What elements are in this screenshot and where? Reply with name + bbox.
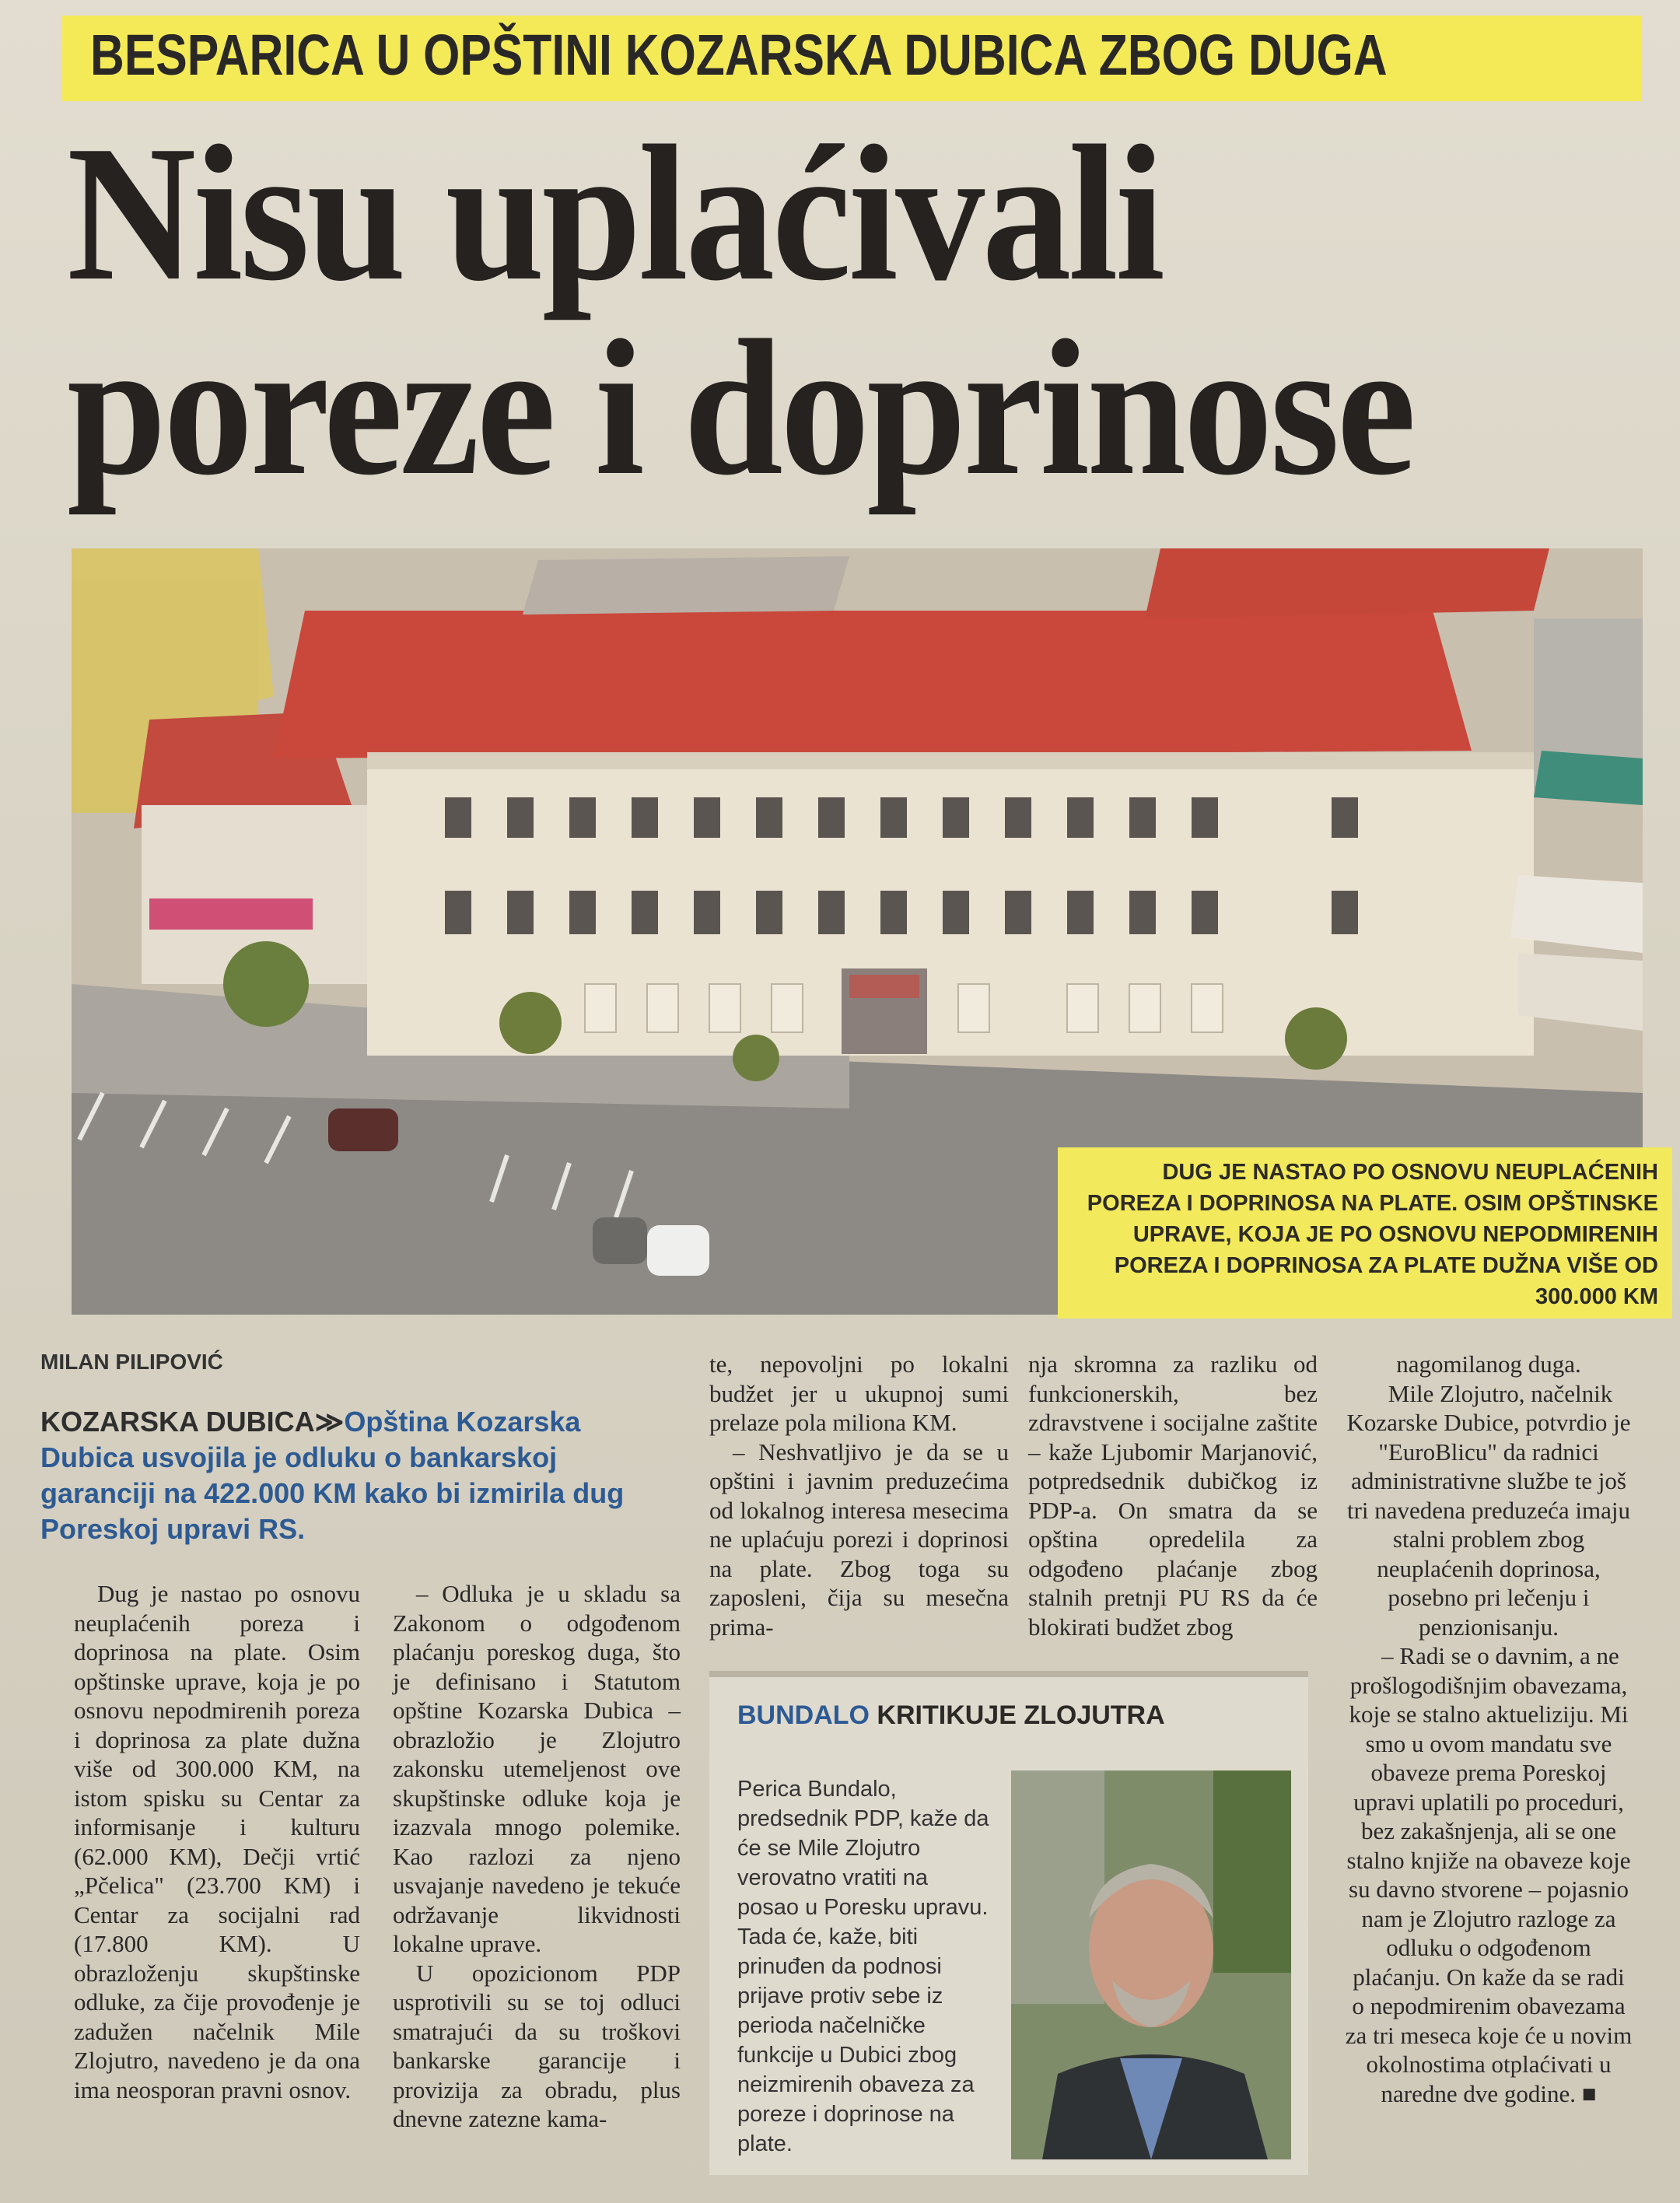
lead-separator: ≫ bbox=[314, 1406, 345, 1438]
column-4-paragraph: nja skromna za razliku od funkcionerskih, bez zdravstvene i socijalne zaštite – kaže Ljubomir Marjanović, potpredsednik dubičkog iz PDP-a. On smatra da se opština opredelila za odgođeno plaćanje zbog stalnih pretnji PU RS da će blokirati budžet zbog bbox=[1028, 1350, 1318, 1641]
column-1-paragraph: Dug je nastao po osnovu neuplaćenih poreza i doprinosa na plate. Osim opštinske uprave, koja je po osnovu nepodmirenih poreza i doprinosa za plate dužna više od 300.000 KM, na istom spisku su Centar za informisanje i kulturu (62.000 KM), Dečji vrtić „Pčelica" (23.700 KM) i Centar za socijalni rad (17.800 KM). U obrazloženju skupštinske odluke, za čije provođenje je zadužen načelnik Mile Zlojutro, navedeno je da ona ima neosporan pravni osnov. bbox=[74, 1580, 360, 2103]
column-5-paragraph-1: nagomilanog duga. bbox=[1396, 1350, 1581, 1378]
sidebar-box bbox=[709, 1671, 1308, 2175]
article-column-5 bbox=[1344, 1350, 1633, 2108]
sidebar-title bbox=[737, 1700, 1165, 1731]
lead-dateline: KOZARSKA DUBICA bbox=[40, 1406, 315, 1438]
article-column-1 bbox=[74, 1579, 360, 2104]
column-2-paragraph-2: U opozicionom PDP usprotivili su se toj odluci smatrajući da su troškovi bankarske garancije i provizija za obradu, plus dnevne zatezne kama- bbox=[393, 1959, 681, 2132]
kicker-banner bbox=[62, 16, 1641, 101]
lead-text: Opština Kozarska Dubica usvojila je odluku o bankarskoj garanciji na 422.000 KM kako bi izmirila dug Poreskoj upravi RS. bbox=[40, 1406, 625, 1545]
column-3-paragraph-2: – Neshvatljivo je da se u opštini i javnim preduzećima od lokalnog interesa mesecima ne uplaćuju porezi i doprinosi na plate. Zbog toga su zaposleni, čija su mesečna prima- bbox=[709, 1438, 1009, 1641]
caption-part-3: PO OSNOVU NEPODMIRENIH POREZA I DOPRINOSA ZA PLATE DUŽNA VIŠE OD 300.000 KM bbox=[1114, 1222, 1658, 1309]
lead-paragraph bbox=[40, 1404, 670, 1547]
headline-line-2: poreze i doprinose bbox=[67, 300, 1414, 516]
caption-part-1: DUG JE bbox=[1162, 1160, 1253, 1185]
caption-part-2: NASTAO PO OSNOVU NEUPLAĆENIH POREZA I DOPRINOSA NA PLATE. OSIM OPŠTINSKE UPRAVE, KOJA JE bbox=[1087, 1160, 1658, 1247]
article-column-3 bbox=[709, 1350, 1009, 1641]
sidebar-title-rest: KRITIKUJE ZLOJUTRA bbox=[869, 1700, 1165, 1730]
headline-line-1: Nisu uplaćivali bbox=[67, 106, 1163, 321]
byline: MILAN PILIPOVIĆ bbox=[40, 1350, 223, 1374]
headline bbox=[67, 106, 1638, 516]
column-5-paragraph-2: Mile Zlojutro, načelnik Kozarske Dubice, potvrdio je "EuroBlicu" da radnici administrativne službe te još tri navedena preduzeća imaju stalni problem zbog neuplaćenih doprinosa, posebno pri lečenju i penzionisanju. bbox=[1346, 1379, 1631, 1641]
sidebar-text: Perica Bundalo, predsednik PDP, kaže da će se Mile Zlojutro verovatno vratiti na posao u Poresku upravu. Tada će, kaže, biti prinuđen da podnosi prijave protiv sebe iz perioda načelničke funkcije u Dubici zbog neizmirenih obaveza za poreze i doprinose na plate. bbox=[737, 1777, 989, 2156]
column-3-paragraph-1: te, nepovoljni po lokalni budžet jer u ukupnoj sumi prelaze pola miliona KM. bbox=[709, 1350, 1009, 1436]
photo-caption bbox=[1058, 1147, 1672, 1319]
sidebar-title-name: BUNDALO bbox=[737, 1700, 870, 1730]
column-2-paragraph-1: – Odluka je u skladu sa Zakonom o odgođenom plaćanju poreskog duga, što je definisano i Statutom opštine Kozarska Dubica – obrazložio je Zlojutro zakonsku utemeljenost ove skupštinske odluke koja je izazvala mnogo polemike. Kao razlozi za njeno usvajanje navedeno je tekuće održavanje likvidnosti lokalne uprave. bbox=[393, 1580, 681, 1957]
kicker-text: BESPARICA U OPŠTINI KOZARSKA DUBICA ZBOG DUGA bbox=[90, 23, 1388, 87]
column-5-paragraph-3: – Radi se o davnim, a ne prošlogodišnjim obavezama, koje se stalno aktueliziju. Mi smo u ovom mandatu sve obaveze prema Poreskoj upravi uplatili po proceduri, bez zakašnjenja, ali se one stalno knjiže na obaveze koje su davno stvorene – pojasnio nam je Zlojutro razloge za odluku o odgođenom plaćanju. On kaže da se radi o nepodmirenim obavezama za tri meseca koje će u novim okolnostima otplaćivati u naredne dve godine. ■ bbox=[1345, 1642, 1633, 2107]
article-column-4 bbox=[1028, 1350, 1318, 1641]
article-column-2 bbox=[393, 1579, 681, 2134]
portrait-photo bbox=[1011, 1770, 1291, 2159]
